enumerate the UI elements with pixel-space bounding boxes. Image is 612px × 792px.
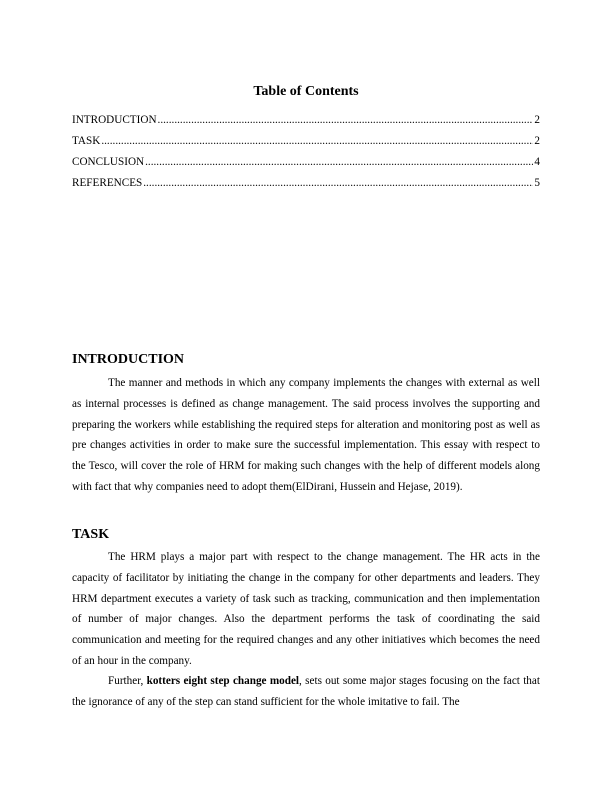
toc-leader-dots bbox=[143, 177, 533, 190]
toc-entry-label: CONCLUSION bbox=[72, 156, 145, 168]
toc-entry-label: REFERENCES bbox=[72, 177, 143, 189]
task-paragraph-2 bbox=[72, 671, 540, 713]
introduction-heading: INTRODUCTION bbox=[72, 352, 185, 367]
task-heading: TASK bbox=[72, 527, 110, 542]
toc-entry-references[interactable] bbox=[72, 177, 540, 198]
toc-entry-page: 2 bbox=[534, 114, 540, 126]
toc-entry-page: 5 bbox=[534, 177, 540, 189]
toc-entry-page: 4 bbox=[534, 156, 540, 168]
toc-title: Table of Contents bbox=[253, 84, 359, 99]
toc-leader-dots bbox=[158, 114, 534, 127]
toc-entry-page: 2 bbox=[534, 135, 540, 147]
task-paragraph-2-rest: , sets out some major stages focusing on the fact that the ignorance of any of the step can stand sufficient for the whole imitative to fail. The bbox=[72, 675, 540, 708]
toc-leader-dots bbox=[145, 156, 533, 169]
toc-entry-introduction[interactable] bbox=[72, 114, 540, 135]
toc-entry-label: TASK bbox=[72, 135, 101, 147]
toc-entry-label: INTRODUCTION bbox=[72, 114, 157, 126]
toc-leader-dots bbox=[101, 135, 533, 148]
task-paragraph-1: The HRM plays a major part with respect to the change management. The HR acts in the capacity of facilitator by initiating the change in the company for other departments and leaders. They HRM department executes a variety of task such as tracking, communication and then implementation of number of major changes. Also the department performs the task of coordinating the said communication and meeting for the required changes and any other initiatives which becomes the need of an hour in the company. bbox=[72, 551, 540, 667]
table-of-contents bbox=[72, 114, 540, 198]
task-paragraph-2-prefix: Further, bbox=[108, 675, 147, 687]
kotter-model-term: kotters eight step change model bbox=[146, 675, 300, 687]
introduction-paragraph: The manner and methods in which any company implements the changes with external as well as internal processes is defined as change management. The said process involves the supporting and preparing the workers while establishing the required steps for alteration and monitoring post as well as pre changes activities in order to make sure the successful implementation. This essay with respect to the Tesco, will cover the role of HRM for making such changes with the help of different models along with fact that why companies need to adopt them(ElDirani, Hussein and Hejase, 2019). bbox=[72, 377, 540, 493]
toc-entry-task[interactable] bbox=[72, 135, 540, 156]
toc-entry-conclusion[interactable] bbox=[72, 156, 540, 177]
